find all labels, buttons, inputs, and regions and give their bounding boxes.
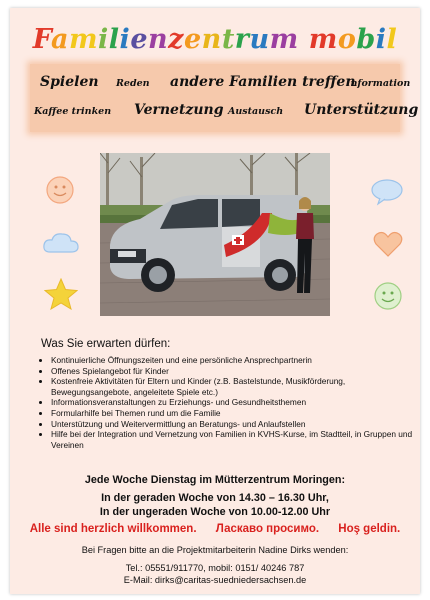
smiley-icon xyxy=(374,282,402,310)
contact-question: Bei Fragen bitte an die Projektmitarbeiterin Nadine Dirks wenden: xyxy=(81,545,349,555)
title-letter: u xyxy=(249,24,270,55)
list-item: • Formularhilfe bei Themen rund um die Familie xyxy=(51,408,421,419)
title-letter: m xyxy=(68,24,99,55)
tag-spielen: Spielen xyxy=(40,74,99,90)
list-item: • Kontinuierliche Öffnungszeiten und eine persönliche Ansprechpartnerin xyxy=(51,355,421,366)
title-letter: r xyxy=(234,24,250,55)
schedule-odd-week: In der ungeraden Woche von 10.00-12.00 Uhr xyxy=(99,506,331,518)
title-letter: i xyxy=(98,24,109,55)
title-letter: b xyxy=(356,24,376,55)
title-letter: a xyxy=(50,24,69,55)
heart-icon xyxy=(373,230,403,258)
star-icon xyxy=(44,278,78,310)
tag-andere-familien: andere Familien treffen xyxy=(170,74,356,90)
title-letter: m xyxy=(308,24,338,55)
title-letter: n xyxy=(148,24,169,55)
title-letter: l xyxy=(108,24,120,55)
list-item: • Unterstützung und Weitervermittlung an Beratungs- und Anlaufstellen xyxy=(51,419,421,430)
contact-email[interactable]: E-Mail: dirks@caritas-suedniedersachsen.de xyxy=(123,575,307,585)
tag-unterstuetzung: Unterstützung xyxy=(304,102,419,118)
tag-vernetzung: Vernetzung xyxy=(134,102,224,118)
title-letter: m xyxy=(269,24,299,55)
title-letter: e xyxy=(130,24,148,55)
flyer-page xyxy=(10,8,420,594)
tag-austausch: Austausch xyxy=(228,106,284,117)
title-letter: l xyxy=(386,24,398,55)
welcome-ukrainian: Ласкаво просимо. xyxy=(215,523,320,535)
title-letter: o xyxy=(337,24,357,55)
tag-kaffee: Kaffee trinken xyxy=(34,106,112,117)
schedule-weekly: Jede Woche Dienstag im Mütterzentrum Moringen: xyxy=(84,474,346,486)
cloud-icon xyxy=(42,230,80,256)
welcome-german: Alle sind herzlich willkommen. xyxy=(29,523,197,535)
title-letter: i xyxy=(375,24,387,55)
list-item: • Hilfe bei der Integration und Vernetzung von Familien in KVHS-Kurse, im Stadtteil, in Gruppen und Vereinen xyxy=(51,429,421,450)
tag-reden: Reden xyxy=(116,78,150,89)
schedule-even-week: In der geraden Woche von 14.30 – 16.30 Uhr, xyxy=(101,492,329,504)
title-letter: z xyxy=(168,24,184,55)
intro-heading: Was Sie erwarten dürfen: xyxy=(41,338,171,350)
title-letter: e xyxy=(183,24,202,55)
tag-information: Information xyxy=(346,78,411,89)
welcome-line xyxy=(10,523,420,535)
smiley-icon xyxy=(46,176,74,204)
title-letter: F xyxy=(32,24,51,55)
list-item: • Offenes Spielangebot für Kinder xyxy=(51,366,421,377)
speech-bubble-icon xyxy=(370,178,404,206)
page-title xyxy=(10,24,420,55)
list-item: • Kostenfreie Aktivitäten für Eltern und Kinder (z.B. Bastelstunde, Musikförderung, Bewegungsangebote, angeleitete Spiele etc.) xyxy=(51,376,421,397)
title-letter: i xyxy=(119,24,131,55)
contact-phone: Tel.: 05551/911770, mobil: 0151/ 40246 787 xyxy=(125,563,305,573)
title-letter: n xyxy=(201,24,222,55)
van-photo xyxy=(100,153,330,316)
title-letter: t xyxy=(221,24,235,55)
activities-banner xyxy=(30,64,419,132)
list-item: • Informationsveranstaltungen zu Erziehungs- und Gesundheitsthemen xyxy=(51,397,421,408)
welcome-turkish: Hoş geldin. xyxy=(338,523,401,535)
offer-list xyxy=(33,355,421,450)
